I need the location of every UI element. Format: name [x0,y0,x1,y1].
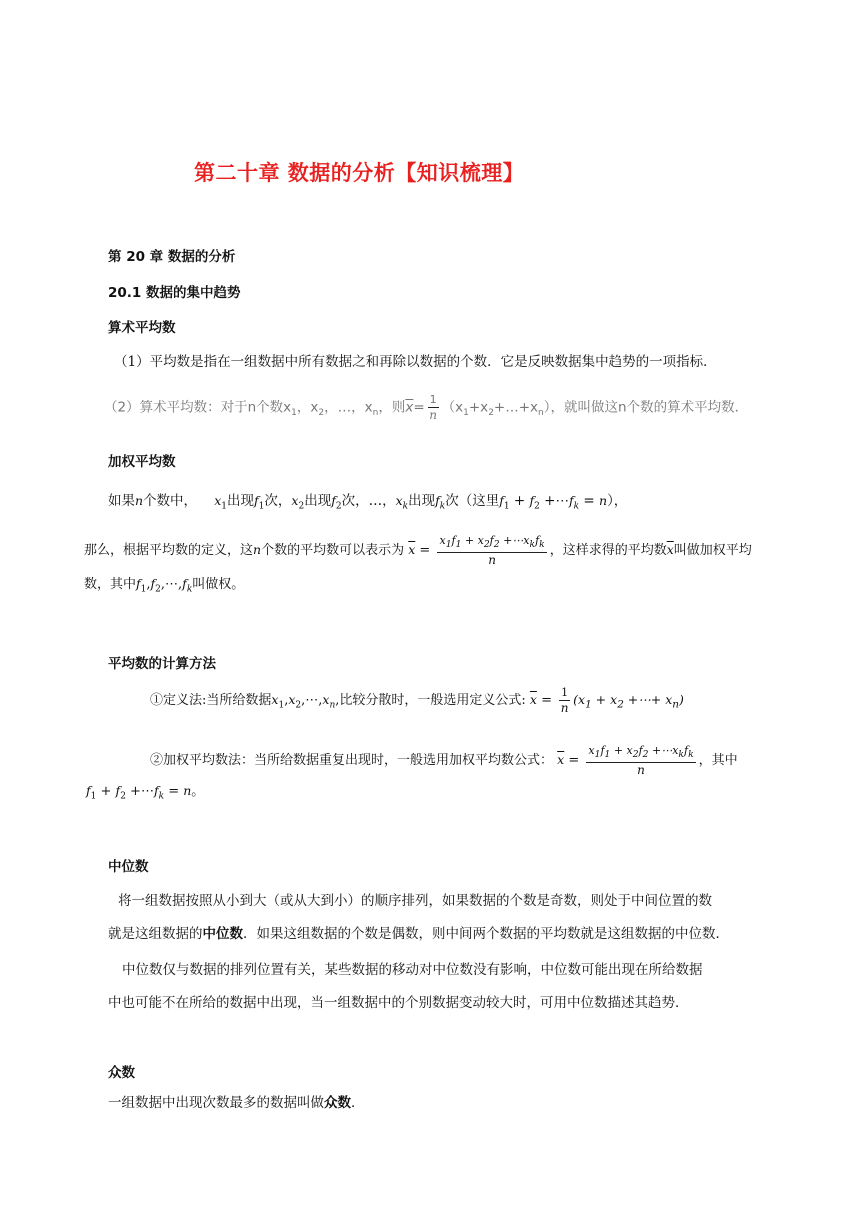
calc-method-2: ②加权平均数法：当所给数据重复出现时，一般选用加权平均数公式： $\overline{x}$ = $\frac{x_1f_1 + x_2f_2 +\cdots x_kf_k}{n}$ ，其中 [150,744,738,778]
weighted-formula-fraction: $\frac{x_1f_1 + x_2f_2 +\cdots x_kf_k}{n}$ [588,744,694,778]
median-heading: 中位数 [108,859,149,875]
section-heading: 20.1 数据的集中趋势 [108,285,241,301]
weighted-line-3: 数，其中$f_1,f_2,\cdots,f_k$叫做权。 [84,576,245,595]
median-p2-line1: 中位数仅与数据的排列位置有关，某些数据的移动对中位数没有影响，中位数可能出现在所给数据 [122,962,703,978]
arith-paragraph-1: （1）平均数是指在一组数据中所有数据之和再除以数据的个数．它是反映数据集中趋势的一项指标． [114,354,717,370]
weighted-line-1: 如果n个数中， $x_1$出现$f_1$次，$x_2$出现$f_2$次，…，$x_k$出现$f_k$次（这里$f_1 + f_2$ $+\cdots f_k = n$）， [108,493,628,512]
document-title: 第二十章 数据的分析【知识梳理】 [194,161,525,185]
calc-heading: 平均数的计算方法 [108,656,216,672]
weighted-heading: 加权平均数 [108,454,176,470]
arith-p2-lead: （2）算术平均数：对于n个数x [104,399,292,416]
arith-p2-tail: ，就叫做这n个数的算术平均数． [550,399,749,416]
one-over-n-fraction: $\frac{1}{n}$ [429,393,437,422]
mode-heading: 众数 [108,1065,135,1081]
calc-method-1: ①定义法:当所给数据$x_1,x_2,\cdots,x_n$,比较分散时，一般选用定义公式: $\overline{x}$ = $\frac{1}{n}$ ($x_1 + x_2$ +⋯+ $x_n$) [150,686,684,715]
calc-method-2-cont: $f_1 + f_2$ $+\cdots f_k = n$。 [86,783,205,802]
mode-paragraph: 一组数据中出现次数最多的数据叫做众数． [108,1095,365,1111]
weighted-mean-fraction: $\frac{x_1f_1 + x_2f_2 +\cdots x_kf_k}{n}$ [439,534,545,568]
weighted-line-2: 那么，根据平均数的定义，这n个数的平均数可以表示为 $\overline{x}$ = $\frac{x_1f_1 + x_2f_2 +\cdots x_kf_k}{n}$ ，这样求得的平均数$\overline{x}$叫做加权平均 [84,534,752,568]
arith-heading: 算术平均数 [108,320,176,336]
median-p1-line2: 就是这组数据的中位数．如果这组数据的个数是偶数，则中间两个数据的平均数就是这组数据的中位数． [108,926,729,942]
definition-formula-fraction: $\frac{1}{n}$ [560,686,569,715]
arith-paragraph-2: （2）算术平均数：对于n个数$x_1$，$x_2$，…，$x_n$，则$\overline{x}=$ $\frac{1}{n}$ $(x_1+x_2+\dots+x_n)$，就叫做这n个数的算术平均数． [104,393,749,422]
median-p1-line1: 将一组数据按照从小到大（或从大到小）的顺序排列，如果数据的个数是奇数，则处于中间位置的数 [118,893,712,909]
chapter-heading: 第 20 章 数据的分析 [108,249,236,265]
median-p2-line2: 中也可能不在所给的数据中出现，当一组数据中的个别数据变动较大时，可用中位数描述其趋势． [108,995,689,1011]
